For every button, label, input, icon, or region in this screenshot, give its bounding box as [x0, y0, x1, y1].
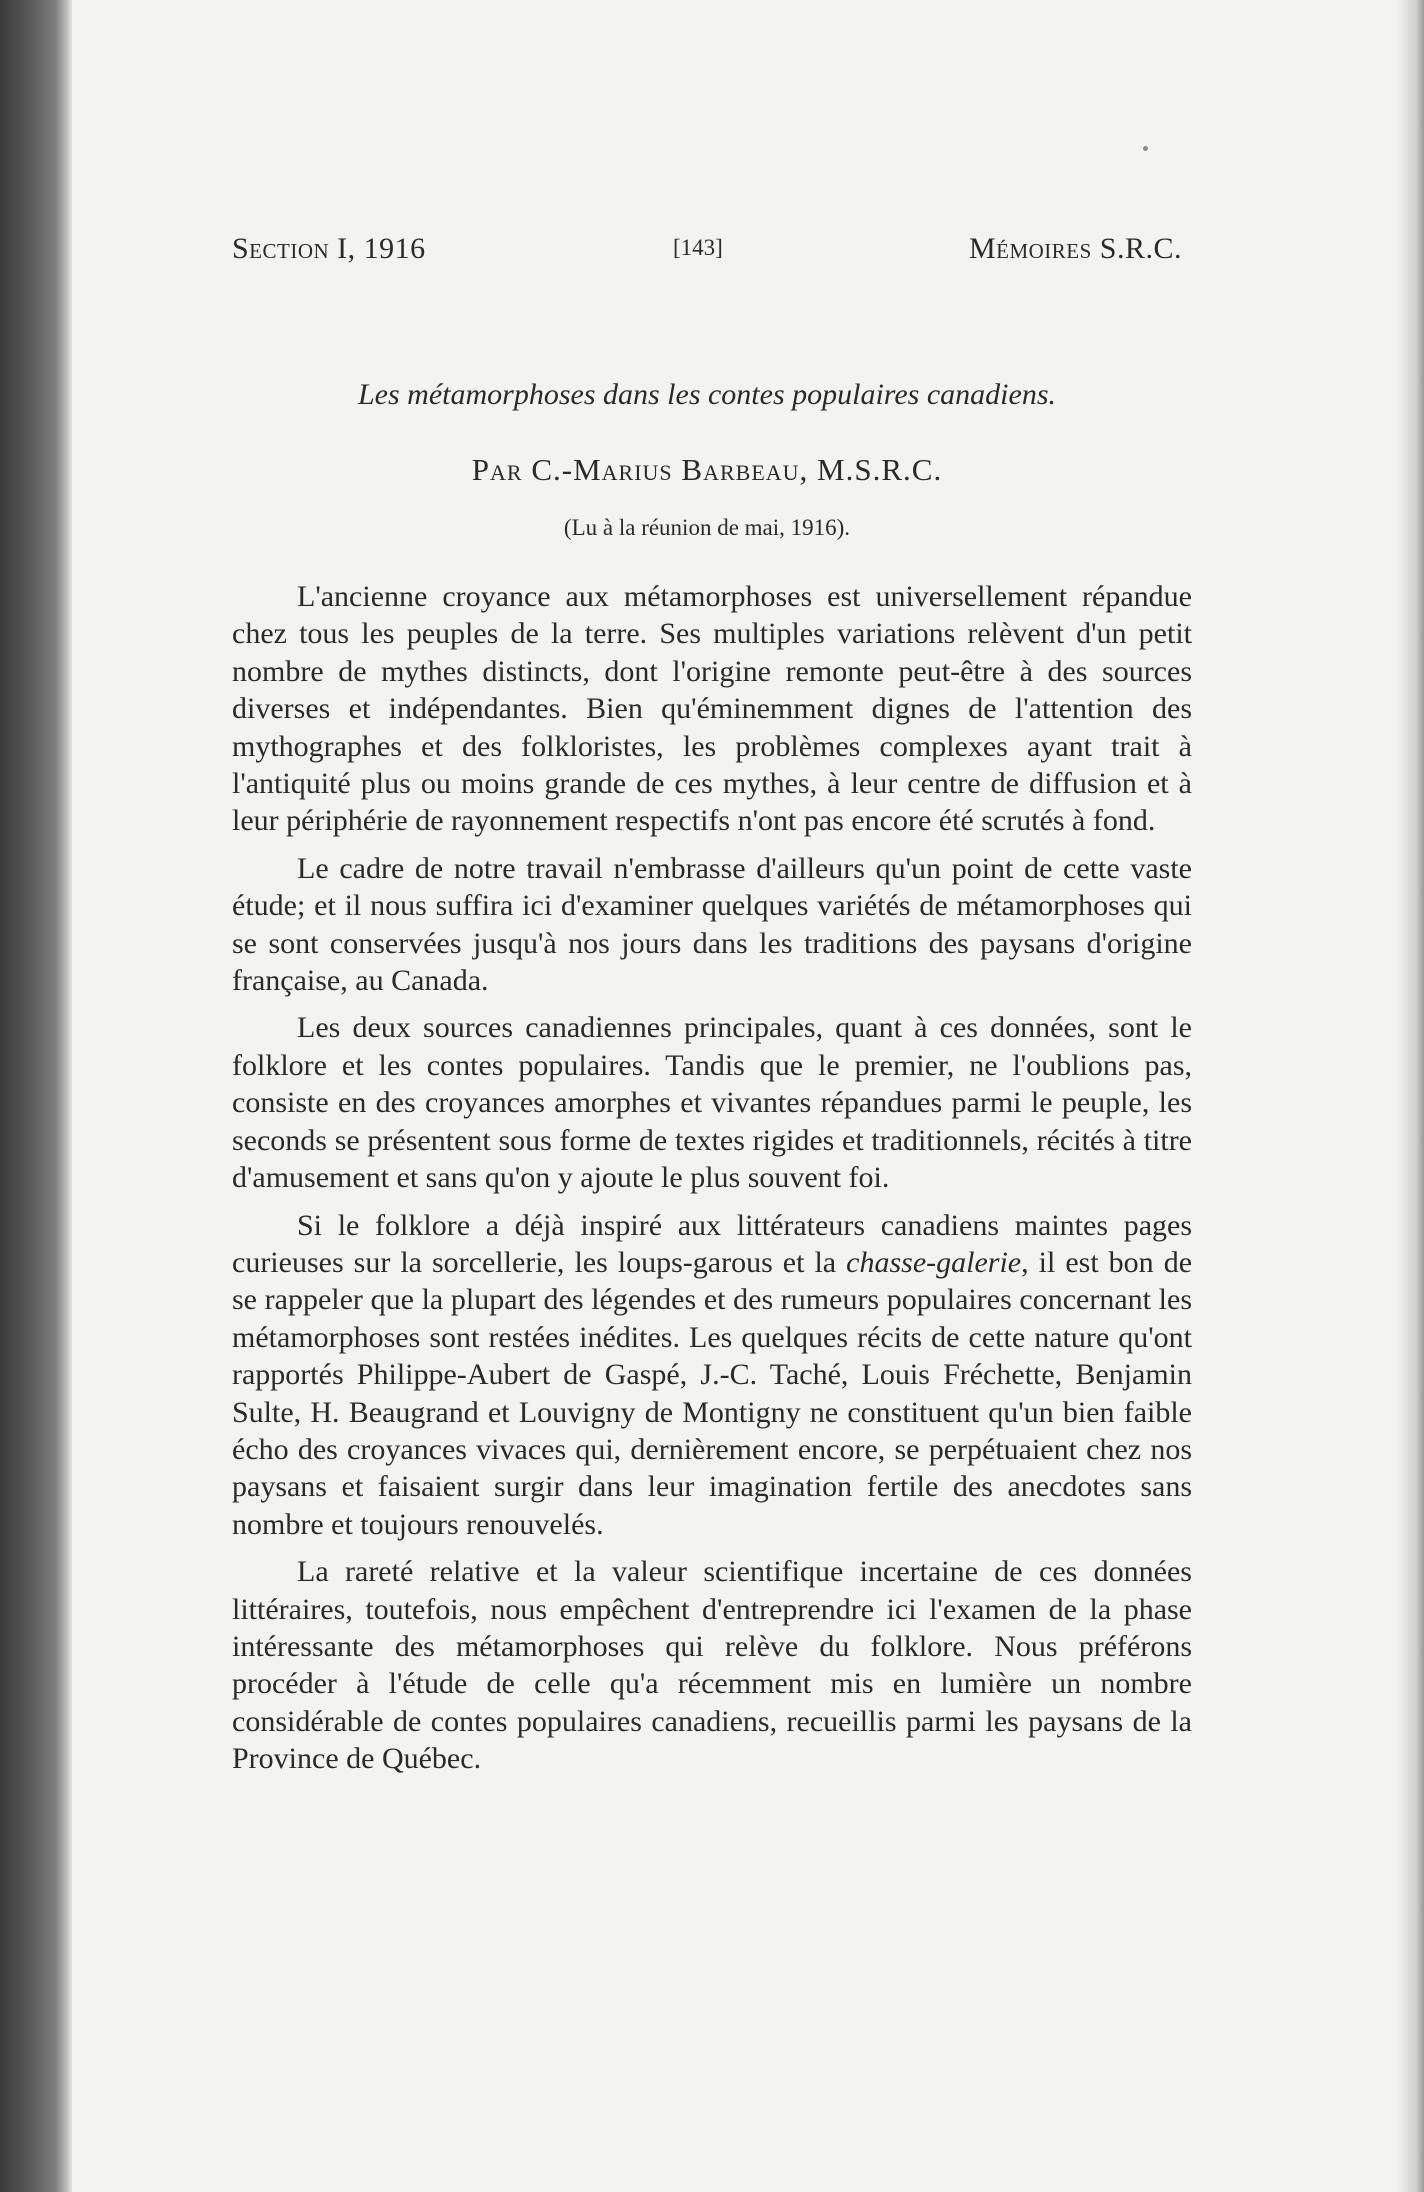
paragraph-2: Le cadre de notre travail n'embrasse d'ailleurs qu'un point de cette vaste étude; et il nous suffira ici d'examiner quelques variétés de métamorphoses qui se sont conservées jusqu'à nos jours dans les traditions des paysans d'origine française, au Canada. [232, 851, 1192, 998]
running-head-journal: Mémoires S.R.C. [968, 232, 1182, 265]
paragraph-4 [232, 1207, 1192, 1544]
running-head-section: Section I, 1916 [232, 232, 426, 265]
book-binding-edge [0, 0, 72, 2192]
paragraph-5: La rareté relative et la valeur scientifique incertaine de ces données littéraires, toutefois, nous empêchent d'entreprendre ici l'examen de la phase intéressante des métamorphoses qui relève du folklore. Nous préférons procéder à l'étude de celle qu'a récemment mis en lumière un nombre considérable de contes populaires canadiens, recueillis parmi les paysans de la Province de Québec. [232, 1555, 1192, 1776]
paragraph-4-part-2: , il est bon de se rappeler que la plupart des légendes et des rumeurs populaires concernant les métamorphoses sont restées inédites. Les quelques récits de cette nature qu'ont rapportés Philippe-Aubert de Gaspé, J.-C. Taché, Louis Fréchette, Benjamin Sulte, H. Beaugrand et Louvigny de Montigny ne constituent qu'un bien faible écho des croyances vivaces qui, dernièrement encore, se perpétuaient chez nos paysans et faisaient surgir dans leur imagination fertile des anecdotes sans nombre et toujours renouvelés. [232, 1245, 1193, 1541]
running-head [232, 232, 1182, 272]
page-number: [143] [673, 235, 723, 260]
chasse-galerie-term: chasse-galerie [846, 1245, 1022, 1279]
paper-speck [1143, 146, 1148, 151]
article-body [232, 578, 1192, 1788]
paragraph-3: Les deux sources canadiennes principales, quant à ces données, sont le folklore et les contes populaires. Tandis que le premier, ne l'oublions pas, consiste en des croyances amorphes et vivantes répandues parmi le peuple, les seconds se présentent sous forme de textes rigides et traditionnels, récités à titre d'amusement et sans qu'on y ajoute le plus souvent foi. [232, 1011, 1192, 1195]
paragraph-4-part-1: Si le folklore a déjà inspiré aux littérateurs canadiens maintes pages curieuses sur la sorcellerie, les loups-garous et la [232, 1208, 1192, 1279]
article-title: Les métamorphoses dans les contes populaires canadiens. [358, 378, 1056, 411]
page-right-edge [1396, 0, 1424, 2192]
reading-date-note: (Lu à la réunion de mai, 1916). [563, 515, 851, 540]
paragraph-1: L'ancienne croyance aux métamorphoses est universellement répandue chez tous les peuples de la terre. Ses multiples variations relèvent d'un petit nombre de mythes distincts, dont l'origine remonte peut-être à des sources diverses et indépendantes. Bien qu'éminemment dignes de l'attention des mythographes et des folkloristes, les problèmes complexes ayant trait à l'antiquité plus ou moins grande de ces mythes, à leur centre de diffusion et à leur périphérie de rayonnement respectifs n'ont pas encore été scrutés à fond. [232, 580, 1192, 838]
article-author: Par C.-Marius Barbeau, M.S.R.C. [471, 452, 943, 487]
